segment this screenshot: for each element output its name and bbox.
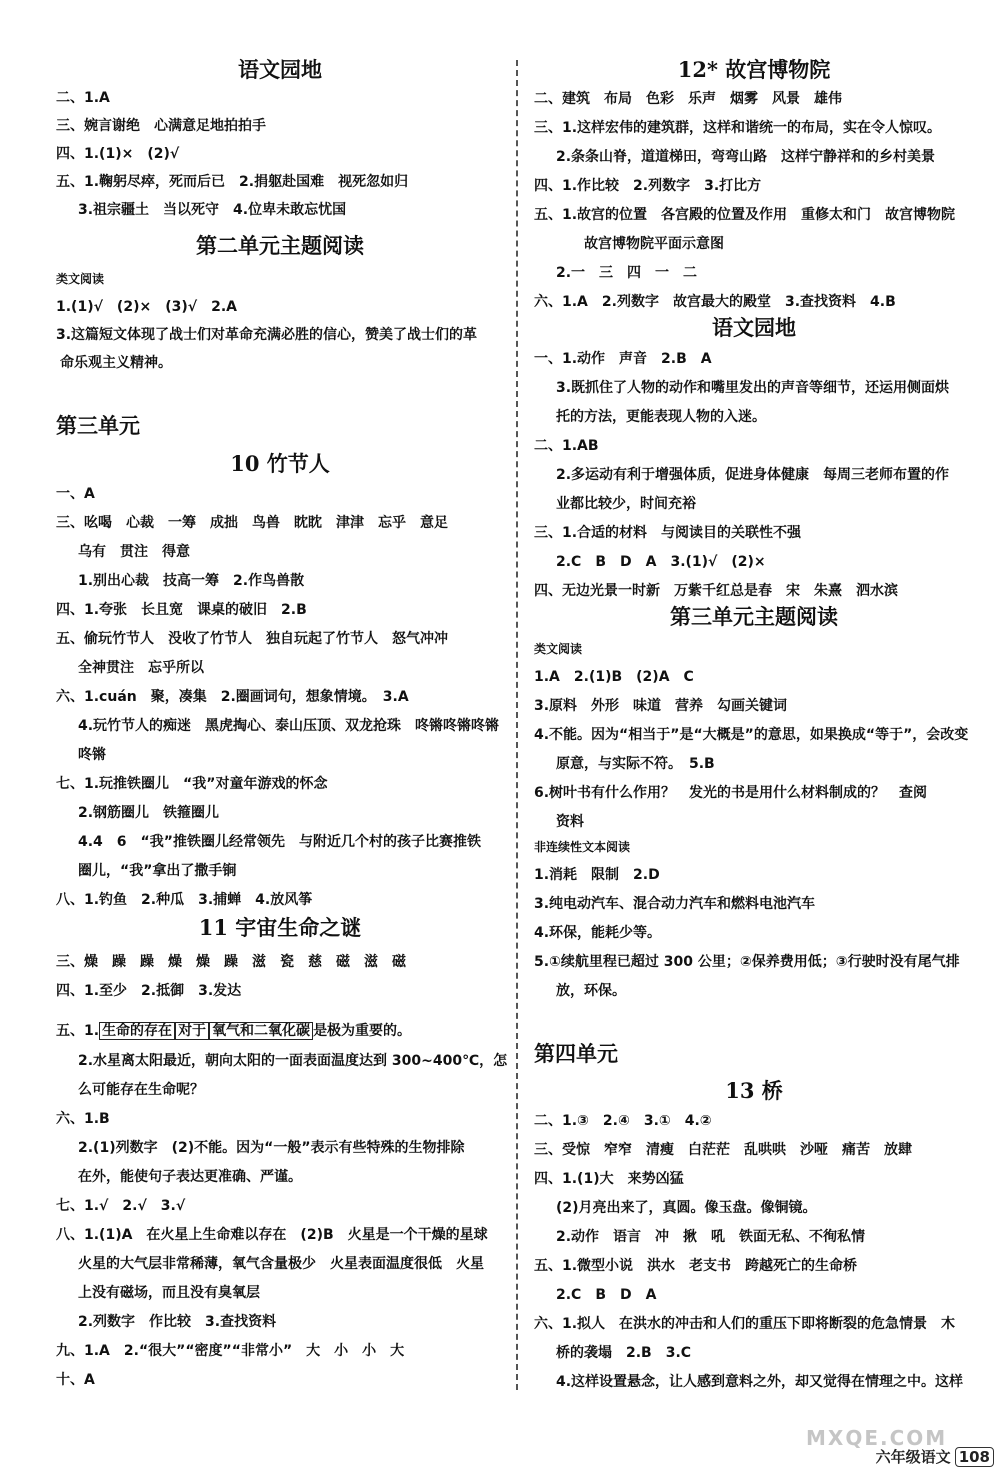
answer-line: 2.C B D A 3.(1)√ (2)× bbox=[556, 554, 766, 570]
answer-line: 四、1.夸张 长且宽 课桌的破旧 2.B bbox=[56, 602, 307, 618]
answer-line: 4.4 6 “我”推铁圈儿经常领先 与附近几个村的孩子比赛推铁 bbox=[78, 834, 481, 850]
answer-line: 六、1.A 2.列数字 故宫最大的殿堂 3.查找资料 4.B bbox=[534, 294, 896, 310]
answer-line: 放，环保。 bbox=[556, 983, 626, 999]
answer-line: 2.C B D A bbox=[556, 1287, 657, 1303]
answer-line: 四、无边光景一时新 万紫千红总是春 宋 朱熹 泗水滨 bbox=[534, 583, 898, 599]
answer-line: 五、1.鞠躬尽瘁，死而后已 2.捐躯赴国难 视死忽如归 bbox=[56, 174, 409, 190]
answer-line: 1.别出心裁 技高一筹 2.作鸟兽散 bbox=[78, 573, 305, 589]
subheading-leiwen: 类文阅读 bbox=[534, 642, 583, 656]
lesson-12-answers bbox=[534, 89, 955, 312]
answer-line: 原意，与实际不符。 5.B bbox=[556, 756, 715, 772]
answer-line: 托的方法，更能表现人物的入迷。 bbox=[556, 409, 766, 425]
answer-line: 上没有磁场，而且没有臭氧层 bbox=[78, 1285, 260, 1301]
lesson-title-11: 11 宇宙生命之谜 bbox=[198, 915, 362, 940]
answer-line: 咚锵 bbox=[78, 747, 106, 763]
answer-line-boxed bbox=[56, 1021, 411, 1041]
answer-line: 故宫博物院平面示意图 bbox=[584, 236, 724, 252]
answer-line: 一、1.动作 声音 2.B A bbox=[534, 351, 712, 367]
answer-line: 七、1.玩推铁圈儿 “我”对童年游戏的怀念 bbox=[56, 776, 328, 792]
lesson-title-10: 10 竹节人 bbox=[230, 451, 330, 476]
boxed-phrase: 生命的存在 bbox=[99, 1022, 175, 1040]
boxed-phrase: 氧气和二氧化碳 bbox=[209, 1022, 313, 1040]
answer-line: 四、1.(1)大 来势凶猛 bbox=[534, 1171, 684, 1187]
answer-line: 三、1.这样宏伟的建筑群，这样和谐统一的布局，实在令人惊叹。 bbox=[534, 120, 942, 136]
answer-line: 九、1.A 2.“很大”“密度”“非常小” 大 小 小 大 bbox=[56, 1343, 405, 1359]
lesson-10-answers bbox=[56, 484, 499, 910]
answer-line: 六、1.cuán 聚，凑集 2.圈画词句，想象情境。 3.A bbox=[56, 689, 409, 705]
lesson-title-12: 12* 故宫博物院 bbox=[677, 57, 831, 82]
answer-line: 2.多运动有利于增强体质，促进身体健康 每周三老师布置的作 bbox=[556, 467, 950, 483]
answer-line: 三、1.合适的材料 与阅读目的关联性不强 bbox=[534, 525, 802, 541]
answer-line: 2.列数字 作比较 3.查找资料 bbox=[78, 1314, 277, 1330]
answer-suffix: 是极为重要的。 bbox=[313, 1023, 412, 1039]
answer-line: 全神贯注 忘乎所以 bbox=[78, 660, 204, 676]
answer-line: 2.钢筋圈儿 铁箍圈儿 bbox=[78, 805, 220, 821]
unit2-reading-answers bbox=[56, 297, 477, 373]
answer-line: 3.既抓住了人物的动作和嘴里发出的声音等细节，还运用侧面烘 bbox=[556, 380, 950, 396]
lesson-13-answers bbox=[534, 1111, 963, 1392]
lesson-11-answers-b bbox=[56, 1051, 507, 1390]
answer-line: 2.条条山脊，道道梯田，弯弯山路 这样宁静祥和的乡村美景 bbox=[556, 149, 936, 165]
answer-line: 6.树叶书有什么作用？ 发光的书是用什么材料制成的？ 查阅 bbox=[534, 785, 928, 801]
answer-line: 3.祖宗疆土 当以死守 4.位卑未敢忘忧国 bbox=[78, 202, 347, 218]
answer-line: 圈儿，“我”拿出了撒手锏 bbox=[78, 863, 237, 879]
answer-line: 乌有 贯注 得意 bbox=[78, 544, 190, 560]
subheading-non-continuous: 非连续性文本阅读 bbox=[534, 840, 631, 854]
answer-line: 三、燥 躁 躁 燥 燥 躁 滋 瓷 慈 磁 滋 磁 bbox=[56, 954, 406, 970]
yuwen-yuandi-answers bbox=[56, 88, 408, 220]
answer-line: 4.这样设置悬念，让人感到意料之外，却又觉得在情理之中。这样 bbox=[556, 1374, 964, 1390]
column-divider bbox=[516, 60, 518, 1390]
answer-line: 1.消耗 限制 2.D bbox=[534, 867, 660, 883]
answer-line: 十、A bbox=[56, 1372, 95, 1388]
answer-line: 2.一 三 四 一 二 bbox=[556, 265, 698, 281]
unit-title-4: 第四单元 bbox=[534, 1041, 618, 1066]
answer-line: 四、1.作比较 2.列数字 3.打比方 bbox=[534, 178, 762, 194]
section-title-unit2-reading: 第二单元主题阅读 bbox=[196, 233, 364, 258]
section-title-unit3-reading: 第三单元主题阅读 bbox=[670, 604, 838, 629]
answer-line: 业都比较少，时间充裕 bbox=[556, 496, 696, 512]
watermark: MXQE.COM bbox=[806, 1426, 948, 1450]
answer-line: 二、1.③ 2.④ 3.① 4.② bbox=[534, 1113, 712, 1129]
answer-line: 三、吆喝 心裁 一筹 成拙 鸟兽 眈眈 津津 忘乎 意足 bbox=[56, 515, 448, 531]
subheading-leiwen: 类文阅读 bbox=[56, 272, 105, 286]
answer-line: 4.玩竹节人的痴迷 黑虎掏心、泰山压顶、双龙抢珠 咚锵咚锵咚锵 bbox=[78, 718, 500, 734]
answer-line: 1.A 2.(1)B (2)A C bbox=[534, 669, 694, 685]
answer-line: 3.原料 外形 味道 营养 勾画关键词 bbox=[534, 698, 788, 714]
answer-line: 桥的袭塌 2.B 3.C bbox=[556, 1345, 692, 1361]
answer-line: 5.①续航里程已超过 300 公里；②保养费用低；③行驶时没有尾气排 bbox=[534, 954, 960, 970]
answer-line: 命乐观主义精神。 bbox=[60, 355, 172, 371]
answer-line: 八、1.(1)A 在火星上生命难以存在 (2)B 火星是一个干燥的星球 bbox=[56, 1227, 488, 1243]
answer-line: 三、婉言谢绝 心满意足地拍拍手 bbox=[56, 118, 266, 134]
page-footer bbox=[876, 1446, 994, 1467]
answer-line: (2)月亮出来了，真圆。像玉盘。像铜镜。 bbox=[556, 1200, 817, 1216]
yuwen-yuandi-2-answers bbox=[534, 349, 949, 601]
footer-label: 六年级语文 bbox=[875, 1448, 951, 1466]
answer-line: 五、1.故宫的位置 各宫殿的位置及作用 重修太和门 故宫博物院 bbox=[534, 207, 956, 223]
answer-line: 1.(1)√ (2)× (3)√ 2.A bbox=[56, 299, 237, 315]
unit3-reading-answers bbox=[534, 667, 968, 832]
answer-line: 3.纯电动汽车、混合动力汽车和燃料电池汽车 bbox=[534, 896, 816, 912]
answer-line: 八、1.钓鱼 2.种瓜 3.捕蝉 4.放风筝 bbox=[56, 892, 313, 908]
answer-line: 4.环保，能耗少等。 bbox=[534, 925, 662, 941]
answer-line: 四、1.(1)× (2)√ bbox=[56, 146, 180, 162]
section-title-yuwen-yuandi-2: 语文园地 bbox=[712, 315, 796, 340]
answer-line: 2.(1)列数字 (2)不能。因为“一般”表示有些特殊的生物排除 bbox=[78, 1140, 465, 1156]
answer-line: 2.水星离太阳最近，朝向太阳的一面表面温度达到 300~400℃，怎 bbox=[78, 1053, 508, 1069]
answer-line: 在外，能使句子表达更准确、严谨。 bbox=[78, 1169, 302, 1185]
section-title-yuwen-yuandi: 语文园地 bbox=[238, 57, 322, 82]
answer-line: 五、偷玩竹节人 没收了竹节人 独自玩起了竹节人 怒气冲冲 bbox=[56, 631, 448, 647]
answer-line: 二、建筑 布局 色彩 乐声 烟雾 风景 雄伟 bbox=[534, 91, 842, 107]
lesson-title-13: 13 桥 bbox=[725, 1078, 783, 1103]
answer-prefix: 五、1. bbox=[56, 1023, 100, 1039]
answer-line: 火星的大气层非常稀薄，氧气含量极少 火星表面温度很低 火星 bbox=[78, 1256, 484, 1272]
answer-line: 一、A bbox=[56, 486, 95, 502]
answer-line: 2.动作 语言 冲 揪 吼 铁面无私、不徇私情 bbox=[556, 1229, 866, 1245]
answer-line: 六、1.拟人 在洪水的冲击和人们的重压下即将断裂的危急情景 木 bbox=[534, 1316, 956, 1332]
answer-line: 七、1.√ 2.√ 3.√ bbox=[56, 1198, 186, 1214]
answer-line: 六、1.B bbox=[56, 1111, 110, 1127]
answer-line: 3.这篇短文体现了战士们对革命充满必胜的信心，赞美了战士们的革 bbox=[56, 327, 478, 343]
answer-line: 二、1.AB bbox=[534, 438, 599, 454]
answer-line: 么可能存在生命呢？ bbox=[78, 1082, 204, 1098]
answer-line: 四、1.至少 2.抵御 3.发达 bbox=[56, 983, 242, 999]
answer-line: 资料 bbox=[556, 814, 584, 830]
answer-line: 五、1.微型小说 洪水 老支书 跨越死亡的生命桥 bbox=[534, 1258, 858, 1274]
non-continuous-answers bbox=[534, 865, 960, 1001]
boxed-phrase: 对于 bbox=[175, 1022, 209, 1040]
lesson-11-answers-a bbox=[56, 952, 406, 1001]
answer-line: 三、受惊 窄窄 清瘦 白茫茫 乱哄哄 沙哑 痛苦 放肆 bbox=[534, 1142, 912, 1158]
unit-title-3: 第三单元 bbox=[56, 413, 140, 438]
answer-line: 4.不能。因为“相当于”是“大概是”的意思，如果换成“等于”，会改变 bbox=[534, 727, 969, 743]
page-number: 108 bbox=[955, 1447, 994, 1467]
answer-line: 二、1.A bbox=[56, 90, 110, 106]
